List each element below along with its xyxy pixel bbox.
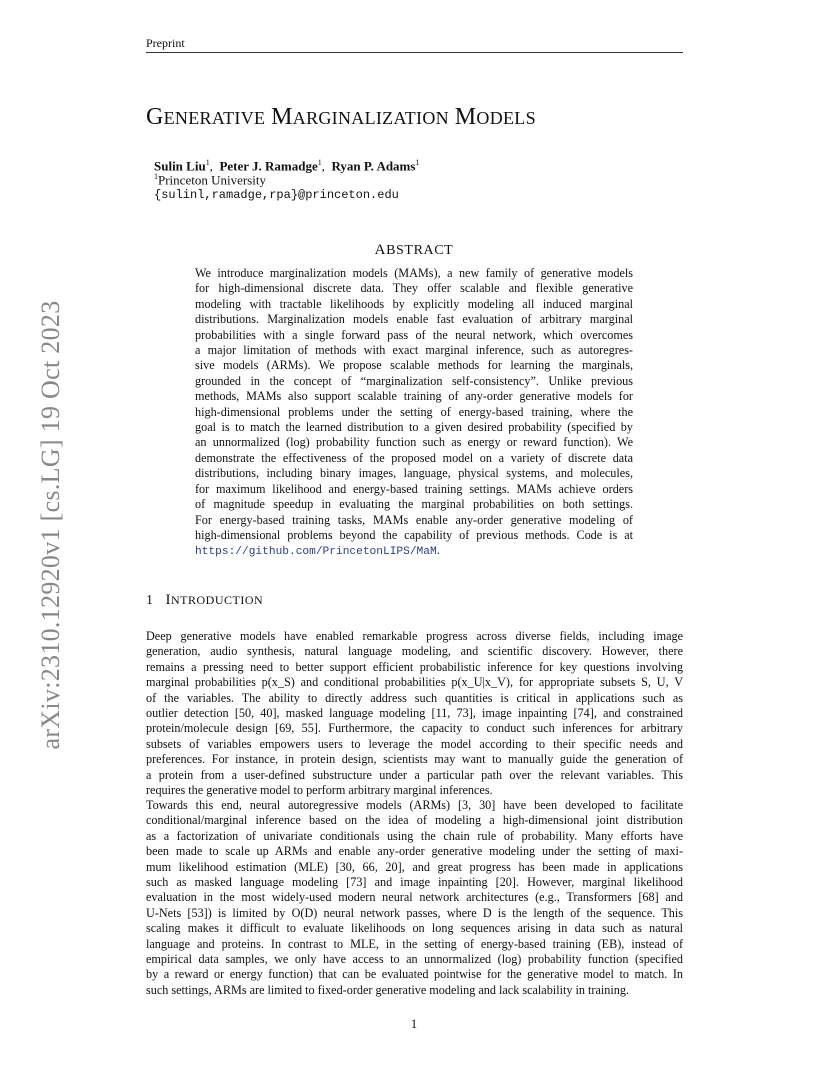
body-line: requires the generative model to perform arbitrary marginal inferences. bbox=[146, 783, 493, 798]
body-line: language and proteins. In contrast to MLE, in the setting of energy-based training (EB), instead of bbox=[146, 936, 683, 951]
abstract-line: of magnitude speedup in evaluating the marginal probabilities on both settings. bbox=[195, 497, 633, 512]
body-line: marginal probabilities p(x_S) and conditional probabilities p(x_U|x_V), for appropriate subsets S, U, V bbox=[146, 675, 683, 690]
abstract-line: distributions. Marginalization models enable fast evaluation of arbitrary marginal bbox=[195, 312, 633, 327]
affiliation: $^1$Princeton University bbox=[154, 172, 266, 188]
abstract-line: sive models (ARMs). We propose scalable methods for learning the marginals, bbox=[195, 358, 633, 373]
abstract-line: probabilities with a single forward pass of the neural network, which overcomes bbox=[195, 327, 633, 342]
intro-paragraph-1 bbox=[146, 629, 683, 798]
abstract-line: an unnormalized (log) probability function such as energy or reward function). We bbox=[195, 435, 633, 450]
code-link[interactable]: https://github.com/PrincetonLIPS/MaM bbox=[195, 546, 437, 559]
abstract-line: high-dimensional problems beyond the capability of previous methods. Code is at bbox=[195, 527, 633, 542]
body-line: of the variables. The ability to directly address such quantities is critical in applications such as bbox=[146, 690, 683, 705]
section-heading-introduction: 1 INTRODUCTION bbox=[146, 592, 264, 608]
body-line: by a reward or energy function) that can be evaluated pointwise for the generative model to match. In bbox=[146, 967, 683, 982]
author-emails: {sulinl,ramadge,rpa}@princeton.edu bbox=[154, 188, 399, 202]
arxiv-stamp bbox=[36, 290, 66, 760]
header-rule bbox=[146, 52, 683, 53]
abstract-line: high-dimensional problems under the setting of energy-based training, where the bbox=[195, 404, 633, 419]
body-line: scaling makes it difficult to evaluate likelihoods on long sequences arising in data such as natural bbox=[146, 921, 683, 936]
paper-title: GENERATIVE MARGINALIZATION MODELS bbox=[146, 104, 536, 130]
body-line: Deep generative models have enabled remarkable progress across diverse fields, including image bbox=[146, 629, 683, 643]
body-line: such as masked language modeling [73] and image inpainting [20]. However, marginal likelihood bbox=[146, 875, 683, 890]
abstract-line: methods, MAMs also support scalable training of any-order generative models for bbox=[195, 389, 633, 404]
running-header: Preprint bbox=[146, 36, 185, 50]
arxiv-stamp-text: arXiv:2310.12920v1 [cs.LG] 19 Oct 2023 bbox=[36, 300, 65, 750]
body-line: empirical data samples, we only have access to an unnormalized (log) probability function (specified bbox=[146, 952, 683, 967]
abstract-line: for high-dimensional discrete data. They offer scalable and flexible generative bbox=[195, 281, 633, 296]
body-line: such settings, ARMs are limited to fixed-order generative modeling and lack scalability in training. bbox=[146, 982, 629, 997]
abstract-heading: ABSTRACT bbox=[374, 242, 454, 258]
body-line: remains a pressing need to better support efficient probabilistic inference for key questions involving bbox=[146, 659, 683, 674]
body-line: a protein from a user-defined substructure under a particular path over the relevant variables. This bbox=[146, 767, 683, 782]
page-number: 1 bbox=[410, 1017, 418, 1031]
abstract-line: demonstrate the effectiveness of the proposed model on a variety of discrete data bbox=[195, 450, 633, 465]
body-line: as a factorization of univariate conditionals using the chain rule of probability. Many efforts have bbox=[146, 828, 683, 843]
body-line: subsets of variables empowers users to leverage the model according to their specific needs and bbox=[146, 736, 683, 751]
body-line: mum likelihood estimation (MLE) [30, 66, 20], and great progress has been made in applications bbox=[146, 859, 683, 874]
abstract-body bbox=[195, 266, 633, 561]
body-line: been made to scale up ARMs and enable any-order generative modeling under the setting of maxi- bbox=[146, 844, 683, 859]
intro-paragraph-2 bbox=[146, 798, 683, 998]
body-line: outlier detection [50, 40], masked language modeling [11, 73], image inpainting [74], and constrained bbox=[146, 706, 683, 721]
abstract-line: distributions, including binary images, language, physical systems, and molecules, bbox=[195, 466, 633, 481]
abstract-line: We introduce marginalization models (MAMs), a new family of generative models bbox=[195, 266, 633, 280]
body-line: generation, audio synthesis, natural language modeling, and scientific discovery. However, there bbox=[146, 644, 683, 659]
body-line: protein/molecule design [69, 55]. Furthermore, the capacity to conduct such inferences for arbitrary bbox=[146, 721, 683, 736]
abstract-line: For energy-based training tasks, MAMs enable any-order generative modeling of bbox=[195, 512, 633, 527]
body-line: U-Nets [53]) is limited by O(D) neural network passes, where D is the length of the sequence. This bbox=[146, 905, 683, 920]
abstract-line: grounded in the concept of “marginalization self-consistency”. Unlike previous bbox=[195, 373, 633, 388]
abstract-line: goal is to match the learned distribution to a given desired probability (specified by bbox=[195, 420, 633, 435]
abstract-line: a major limitation of methods with exact marginal inference, such as autoregres- bbox=[195, 343, 633, 358]
abstract-line: for maximum likelihood and energy-based training settings. MAMs achieve orders bbox=[195, 481, 633, 496]
author-list: Sulin Liu$^1$, Peter J. Ramadge$^1$, Ryan P. Adams$^1$ bbox=[154, 158, 420, 174]
abstract-line: modeling with tractable likelihoods by explicitly modeling all induced marginal bbox=[195, 296, 633, 311]
body-line: conditional/marginal inference based on the idea of modeling a high-dimensional joint distribution bbox=[146, 813, 683, 828]
body-line: evaluation in the most widely-used modern neural network architectures (e.g., Transformers [68] and bbox=[146, 890, 683, 905]
body-line: Towards this end, neural autoregressive models (ARMs) [3, 30] have been developed to facilitate bbox=[146, 798, 683, 812]
abstract-code-line: https://github.com/PrincetonLIPS/MaM. bbox=[195, 543, 440, 559]
body-line: preferences. For instance, in protein design, scientists may want to manually guide the generation of bbox=[146, 752, 683, 767]
